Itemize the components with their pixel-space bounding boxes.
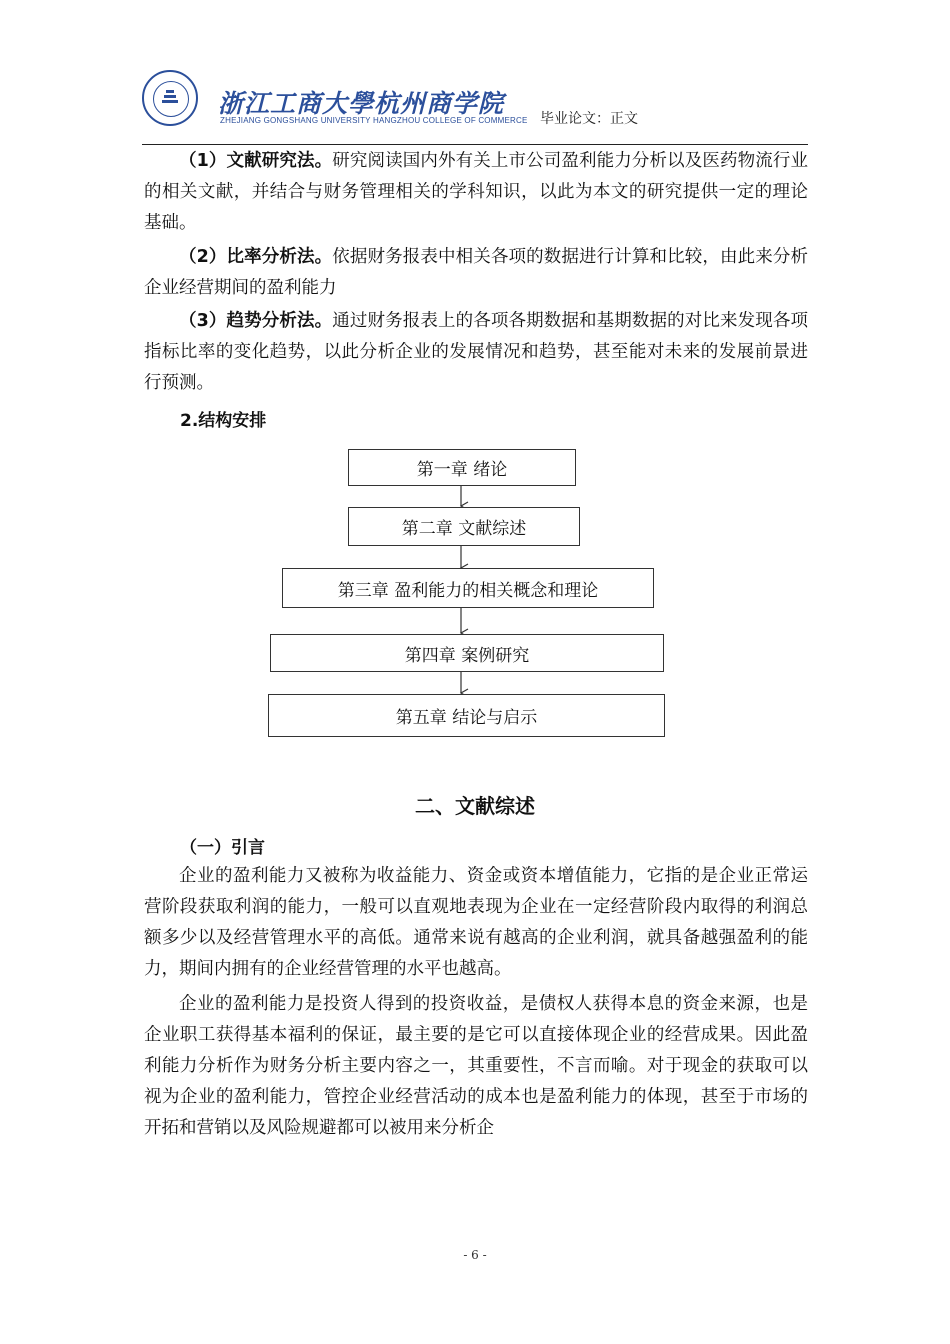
method-text: 通过财务报表上的各项各期数据和基期数据的对比来发现各项指标比率的变化趋势，以此分析企业的发展情况和趋势，甚至能对未来的发展前景进行预测。 xyxy=(144,311,808,393)
method-literature xyxy=(144,146,808,239)
page-number: - 6 - xyxy=(463,1248,487,1262)
method-trend xyxy=(144,306,808,399)
chapter-box-5: 第五章 结论与启示 xyxy=(268,694,665,737)
structure-heading: 2.结构安排 xyxy=(180,411,267,431)
chapter-box-4: 第四章 案例研究 xyxy=(270,634,664,672)
chapter-box-2: 第二章 文献综述 xyxy=(348,507,580,546)
method-ratio xyxy=(144,242,808,304)
chapter-box-3: 第三章 盈利能力的相关概念和理论 xyxy=(282,568,654,608)
university-seal-icon xyxy=(142,70,198,126)
method-text: 依据财务报表中相关各项的数据进行计算和比较，由此来分析企业经营期间的盈利能力 xyxy=(144,247,808,298)
method-label: （3）趋势分析法。 xyxy=(179,311,333,331)
body-paragraph: 企业的盈利能力是投资人得到的投资收益，是债权人获得本息的资金来源，也是企业职工获得基本福利的保证，最主要的是它可以直接体现企业的经营成果。因此盈利能力分析作为财务分析主要内容之一，其重要性，不言而喻。对于现金的获取可以视为企业的盈利能力，管控企业经营活动的成本也是盈利能力的体现，甚至于市场的开拓和营销以及风险规避都可以被用来分析企 xyxy=(144,994,808,1138)
university-logo-text: 浙江工商大學杭州商学院 xyxy=(218,89,505,118)
subsection-heading: （一）引言 xyxy=(180,838,265,858)
header-divider xyxy=(142,144,808,145)
page-header xyxy=(142,64,808,146)
body-paragraph: 企业的盈利能力又被称为收益能力、资金或资本增值能力，它指的是企业正常运营阶段获取利润的能力，一般可以直观地表现为企业在一定经营阶段内取得的利润总额多少以及经营管理水平的高低。通常来说有越高的企业利润，就具备越强盈利的能力，期间内拥有的企业经营管理的水平也越高。 xyxy=(144,866,808,979)
method-text: 研究阅读国内外有关上市公司盈利能力分析以及医药物流行业的相关文献，并结合与财务管理相关的学科知识，以此为本文的研究提供一定的理论基础。 xyxy=(144,151,808,233)
method-label: （2）比率分析法。 xyxy=(179,247,333,267)
university-logo-english: ZHEJIANG GONGSHANG UNIVERSITY HANGZHOU COLLEGE OF COMMERCE xyxy=(220,116,528,125)
chapter-box-1: 第一章 绪论 xyxy=(348,449,576,486)
header-label: 毕业论文：正文 xyxy=(540,111,638,127)
method-label: （1）文献研究法。 xyxy=(179,151,333,171)
section-title: 二、文献综述 xyxy=(415,794,535,818)
